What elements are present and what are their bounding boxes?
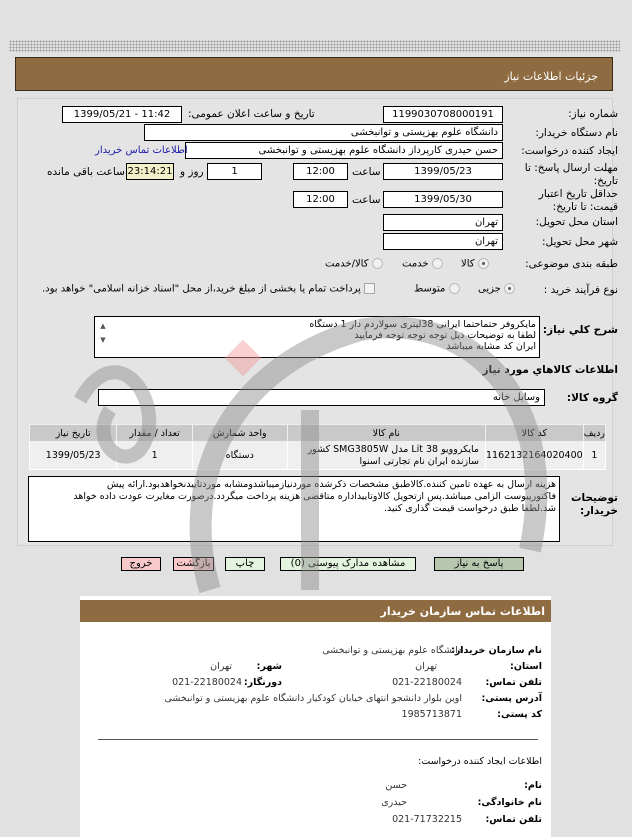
- cell-code: 1162132164020400: [485, 442, 583, 470]
- col-name-header: نام کالا: [287, 425, 485, 442]
- contact-fax-label: دورنگار:: [243, 677, 282, 688]
- validity-time-label: ساعت: [352, 194, 381, 206]
- category-option-both[interactable]: [325, 258, 383, 270]
- category-label: طبقه بندی موضوعی:: [525, 258, 618, 270]
- contact-phone-label: تلفن تماس:: [485, 677, 542, 688]
- reply-time-field: 12:00: [293, 163, 348, 180]
- col-qty-header: تعداد / مقدار: [117, 425, 193, 442]
- validity-label: حداقل تاریخ اعتبار قیمت: تا تاریخ:: [538, 188, 618, 213]
- need-number-field: 1199030708000191: [383, 106, 503, 123]
- reply-date-field: 1399/05/23: [383, 163, 503, 180]
- validity-date-field: 1399/05/30: [383, 191, 503, 208]
- days-field: 1: [207, 163, 262, 180]
- province-label: استان محل تحویل:: [535, 216, 618, 228]
- city-field: تهران: [383, 233, 503, 250]
- remaining-label: ساعت باقی مانده: [47, 166, 125, 178]
- page-title: جزئیات اطلاعات نیاز: [504, 70, 598, 83]
- contact-province: تهران: [415, 661, 437, 672]
- contact-city: تهران: [210, 661, 232, 672]
- creator-field: حسن حیدری کارپرداز دانشگاه علوم بهزیستی و توانبخشی: [185, 142, 503, 159]
- page-title-bar: [15, 57, 613, 91]
- creator-phone: 021-71732215: [392, 814, 462, 825]
- col-date-header: تاریخ نیاز: [30, 425, 117, 442]
- validity-time-field: 12:00: [293, 191, 348, 208]
- back-button[interactable]: بازگشت: [173, 557, 214, 571]
- category-option-service[interactable]: [402, 258, 443, 270]
- contact-address-label: آدرس پستی:: [481, 693, 542, 704]
- radio-icon[interactable]: [372, 258, 383, 269]
- process-option-minor[interactable]: [478, 283, 515, 295]
- contact-postal: 1985713871: [401, 709, 462, 720]
- process-label: نوع فرآیند خرید :: [543, 284, 618, 296]
- first-name-label: نام:: [524, 780, 542, 791]
- attachments-button[interactable]: مشاهده مدارک پیوستی (0): [280, 557, 416, 571]
- checkbox-icon[interactable]: [364, 283, 375, 294]
- goods-group-field: وسایل خانه: [98, 389, 545, 406]
- table-row: [30, 442, 606, 470]
- need-number-label: شماره نیاز:: [568, 108, 618, 120]
- process-medium-label: متوسط: [414, 283, 446, 295]
- creator-section-title: اطلاعات ایجاد کننده درخواست:: [418, 756, 542, 767]
- category-service-label: خدمت: [402, 258, 429, 270]
- textarea-scrollbar[interactable]: [97, 319, 109, 355]
- print-button[interactable]: چاپ: [225, 557, 265, 571]
- cell-unit: دستگاه: [192, 442, 287, 470]
- cell-qty: 1: [117, 442, 193, 470]
- contact-address: اوین بلوار دانشجو انتهای خیابان کودکیار دانشگاه علوم بهزیستی و توانبخشی: [164, 693, 462, 704]
- goods-group-label: گروه کالا:: [566, 392, 618, 404]
- buyer-org-label: نام دستگاه خریدار:: [535, 127, 618, 139]
- contact-org-label: نام سازمان خریدار:: [451, 645, 542, 656]
- summary-label: شرح کلي نياز:: [542, 324, 618, 336]
- first-name: حسن: [385, 780, 407, 791]
- category-option-goods[interactable]: [461, 258, 489, 270]
- radio-icon[interactable]: [432, 258, 443, 269]
- summary-textarea[interactable]: [94, 316, 540, 358]
- contact-divider: [98, 739, 538, 740]
- scroll-up-icon[interactable]: ▲: [100, 322, 106, 330]
- col-row-header: ردیف: [583, 425, 605, 442]
- province-field: تهران: [383, 214, 503, 231]
- last-name: حیدری: [381, 797, 407, 808]
- reply-time-label: ساعت: [352, 166, 381, 178]
- summary-line: لطفا به توضیحات ذیل توجه توجه توجه فرمایید: [354, 330, 536, 341]
- contact-org: دانشگاه علوم بهزیستی و توانبخشی: [322, 645, 462, 656]
- contact-city-label: شهر:: [256, 661, 282, 672]
- cell-date: 1399/05/23: [30, 442, 117, 470]
- radio-icon[interactable]: [449, 283, 460, 294]
- goods-section-title: اطلاعات کالاهاي مورد نياز: [482, 364, 618, 376]
- reply-deadline-label: مهلت ارسال پاسخ: تا تاریخ:: [524, 162, 618, 187]
- col-code-header: کد کالا: [485, 425, 583, 442]
- contact-title: اطلاعات تماس سازمان خریدار: [80, 600, 551, 622]
- notes-line: شد.لطفا طبق درخواست قیمت گذاری کنید.: [384, 503, 556, 514]
- cell-name: مایکروویو 38 Lit مدل SMG3805W کشور سازنده ایران نام تجارتی اسنوا: [287, 442, 485, 470]
- dotted-separator: [9, 40, 620, 52]
- buyer-notes-label: توضیحات خریدار:: [570, 492, 618, 517]
- buyer-notes-textarea[interactable]: [28, 476, 560, 542]
- radio-selected-icon[interactable]: [504, 283, 515, 294]
- days-label: روز و: [180, 166, 204, 178]
- notes-line: هزینه ارسال به عهده تامین کننده.کالاطبق مشخصات ذکرشده موردنیازمیباشدومشابه موردتاییدنخواهدبود.ارائه پیش: [106, 479, 556, 490]
- buyer-contact-link[interactable]: اطلاعات تماس خریدار: [95, 145, 188, 156]
- creator-phone-label: تلفن تماس:: [485, 814, 542, 825]
- treasury-note: پرداخت تمام یا بخشی از مبلغ خرید،از محل "اسناد خزانه اسلامی" خواهد بود.: [42, 283, 361, 295]
- category-both-label: کالا/خدمت: [325, 258, 369, 270]
- scroll-down-icon[interactable]: ▼: [100, 336, 106, 344]
- last-name-label: نام خانوادگی:: [477, 797, 542, 808]
- col-unit-header: واحد شمارش: [192, 425, 287, 442]
- contact-phone: 021-22180024: [392, 677, 462, 688]
- process-option-medium[interactable]: [414, 283, 460, 295]
- cell-row: 1: [583, 442, 605, 470]
- items-table: [29, 424, 606, 470]
- creator-label: ایجاد کننده درخواست:: [521, 145, 618, 157]
- summary-line: ایران کد مشابه میباشد: [446, 341, 536, 352]
- contact-province-label: استان:: [510, 661, 542, 672]
- announce-date-field: 1399/05/21 - 11:42: [62, 106, 182, 123]
- radio-selected-icon[interactable]: [478, 258, 489, 269]
- reply-button[interactable]: پاسخ به نیاز: [434, 557, 524, 571]
- table-header-row: [30, 425, 606, 442]
- exit-button[interactable]: خروج: [121, 557, 161, 571]
- process-minor-label: جزیی: [478, 283, 501, 295]
- notes-line: فاکتورپیوست الزامی میباشد.پس ازتحویل کالاوتاییداداره متاقضی هزینه پرداخت میگردد.درصورت مغایرت عودت داده خواهد: [73, 491, 556, 502]
- buyer-org-field: دانشگاه علوم بهزیستی و توانبخشی: [144, 124, 503, 141]
- treasury-option[interactable]: [42, 283, 375, 295]
- contact-fax: 021-22180024: [172, 677, 242, 688]
- remaining-time-field: 23:14:21: [126, 163, 174, 180]
- announce-label: تاریخ و ساعت اعلان عمومی:: [188, 108, 315, 120]
- contact-postal-label: کد پستی:: [497, 709, 542, 720]
- city-label: شهر محل تحویل:: [542, 236, 618, 248]
- category-goods-label: کالا: [461, 258, 475, 270]
- summary-line: مایکروفر حتماحتما ایرانی 38لیتری سولاردم دار 1 دستگاه: [309, 319, 536, 330]
